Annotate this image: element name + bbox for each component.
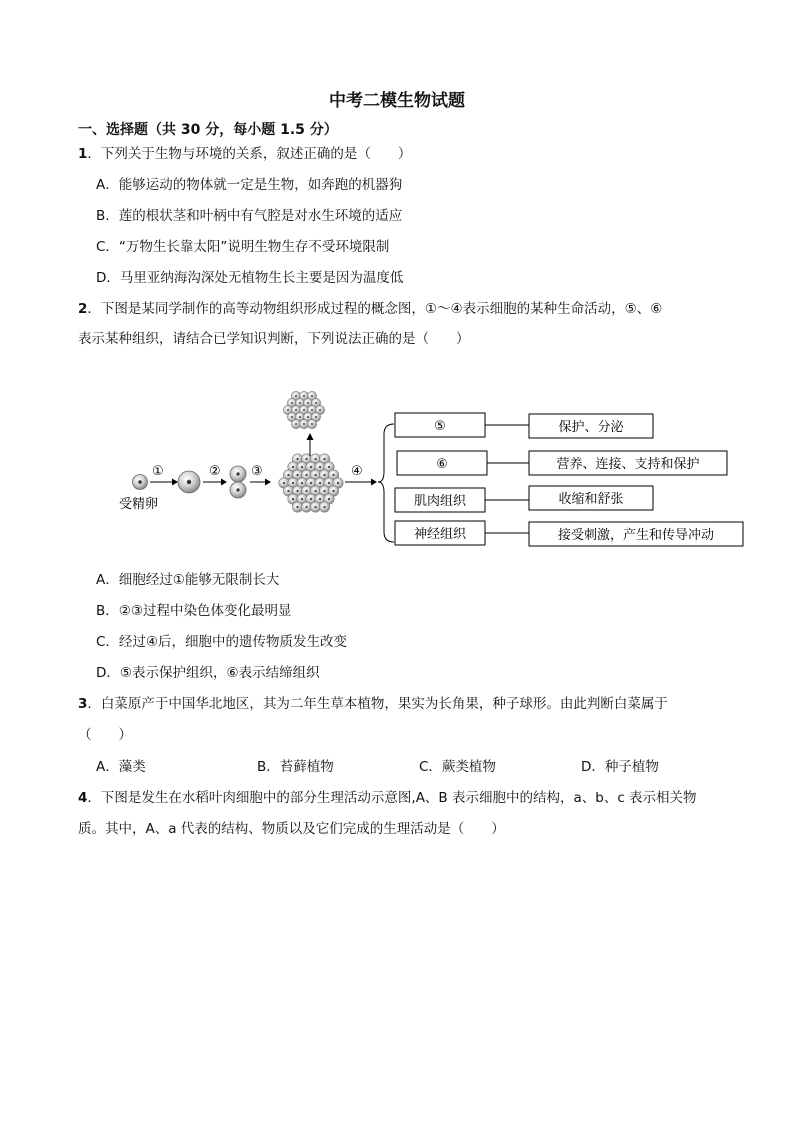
question-3-stem-line1 [78,695,668,713]
cell-nucleus [303,395,305,397]
step-4-label: ④ [351,464,363,479]
question-2-stem-line2: 表示某种组织，请结合已学知识判断，下列说法正确的是（ ） [78,331,470,347]
cell-nucleus [301,498,303,500]
cell-nucleus [296,506,298,508]
cell-nucleus [299,402,301,404]
differentiated-cell-group [283,391,324,428]
cell-nucleus [287,490,289,492]
dividing-cells [230,466,246,498]
question-text: ．白菜原产于中国华北地区，其为二年生草本植物，果实为长角果，种子球形。由此判断白菜属于 [87,696,668,712]
cell-nucleus [323,490,325,492]
question-2-stem-line1 [78,300,662,318]
question-text: ．下图是发生在水稻叶肉细胞中的部分生理活动示意图,A、B 表示细胞中的结构，a、b、c 表示相关物 [87,790,697,806]
q2-option-b: B．②③过程中染色体变化最明显 [96,603,292,619]
cell-nucleus [287,474,289,476]
question-1-stem [78,145,411,163]
step-1-label: ① [152,464,164,479]
question-text: ．下图是某同学制作的高等动物组织形成过程的概念图，①～④表示细胞的某种生命活动，⑤、⑥ [87,301,663,317]
cell-nucleus [310,466,312,468]
q3-option-b: B．苔藓植物 [257,759,334,775]
q2-option-d: D．⑤表示保护组织，⑥表示结缔组织 [96,665,320,681]
cell-cluster [279,454,343,512]
cell-nucleus [295,423,297,425]
cell-nucleus [328,498,330,500]
cell-nucleus [328,466,330,468]
question-4-stem-line1 [78,789,697,807]
cell-nucleus [296,458,298,460]
function-label-3: 收缩和舒张 [558,492,624,507]
question-text: ．下列关于生物与环境的关系，叙述正确的是（ ） [87,146,412,162]
cell-nucleus [328,482,330,484]
question-number: 1 [78,146,88,162]
q1-option-d: D．马里亚纳海沟深处无植物生长主要是因为温度低 [96,270,404,286]
cell-nucleus [311,395,313,397]
cell-nucleus [301,482,303,484]
q2-option-a: A．细胞经过①能够无限制长大 [96,572,280,588]
cell-nucleus [295,409,297,411]
cell-nucleus [337,482,339,484]
tissue-formation-diagram [0,380,794,555]
q1-option-a: A．能够运动的物体就一定是生物，如奔跑的机器狗 [96,177,403,193]
cell-nucleus [307,416,309,418]
cell-nucleus [305,458,307,460]
cell-nucleus [301,466,303,468]
q3-option-a: A．藻类 [96,759,146,775]
cell-nucleus [283,482,285,484]
cell-nucleus [314,458,316,460]
cell-nucleus [296,490,298,492]
function-label-4: 接受刺激，产生和传导冲动 [557,528,715,543]
cell-nucleus [315,416,317,418]
cell-nucleus [315,402,317,404]
q1-option-c: C．“万物生长靠太阳”说明生物生存不受环境限制 [96,239,390,255]
cell-nucleus [311,423,313,425]
page-title: 中考二模生物试题 [329,91,465,111]
cell-nucleus [319,482,321,484]
grouping-brace [378,424,394,542]
cell-nucleus [291,416,293,418]
cell-nucleus [303,423,305,425]
tissue-label-5: ⑤ [434,419,446,434]
tissue-label-6: ⑥ [436,457,448,472]
tissue-label-muscle: 肌肉组织 [413,494,467,509]
step-3-label: ③ [251,464,263,479]
fertilized-egg-cell [133,475,148,490]
q3-option-d: D．种子植物 [581,759,659,775]
cell-nucleus [291,402,293,404]
cell-nucleus [310,482,312,484]
cell-nucleus [323,506,325,508]
cell-nucleus [323,458,325,460]
cell-nucleus [305,474,307,476]
cell-nucleus [311,409,313,411]
cell-nucleus [305,506,307,508]
question-number: 2 [78,301,88,317]
q2-option-c: C．经过④后，细胞中的遗传物质发生改变 [96,634,348,650]
q3-option-c: C．蕨类植物 [419,759,496,775]
cell-nucleus [305,490,307,492]
cell-nucleus [314,506,316,508]
step-2-label: ② [209,464,221,479]
cell-nucleus [319,466,321,468]
cell-nucleus [319,409,321,411]
fertilized-egg-label: 受精卵 [119,497,159,512]
cell-nucleus [310,498,312,500]
cell-nucleus [292,482,294,484]
question-4-stem-line2: 质。其中，A、a 代表的结构、物质以及它们完成的生理活动是（ ） [78,821,505,837]
cell-nucleus [332,490,334,492]
cell-nucleus [303,409,305,411]
question-number: 4 [78,790,88,806]
cell-nucleus [332,474,334,476]
grown-cell [178,471,200,493]
cell-nucleus [314,474,316,476]
function-label-2: 营养、连接、支持和保护 [556,457,700,472]
q1-option-b: B．莲的根状茎和叶柄中有气腔是对水生环境的适应 [96,208,403,224]
cell-nucleus [292,466,294,468]
section-heading: 一、选择题（共 30 分，每小题 1.5 分） [78,122,338,138]
cell-nucleus [319,498,321,500]
cell-nucleus [296,474,298,476]
cell-nucleus [299,416,301,418]
cell-nucleus [314,490,316,492]
cell-nucleus [307,402,309,404]
question-3-stem-line2: （ ） [78,727,132,743]
question-number: 3 [78,696,88,712]
cell-nucleus [323,474,325,476]
cell-nucleus [292,498,294,500]
cell-nucleus [287,409,289,411]
function-label-1: 保护、分泌 [558,420,624,435]
tissue-label-nerve: 神经组织 [413,527,467,542]
cell-nucleus [295,395,297,397]
